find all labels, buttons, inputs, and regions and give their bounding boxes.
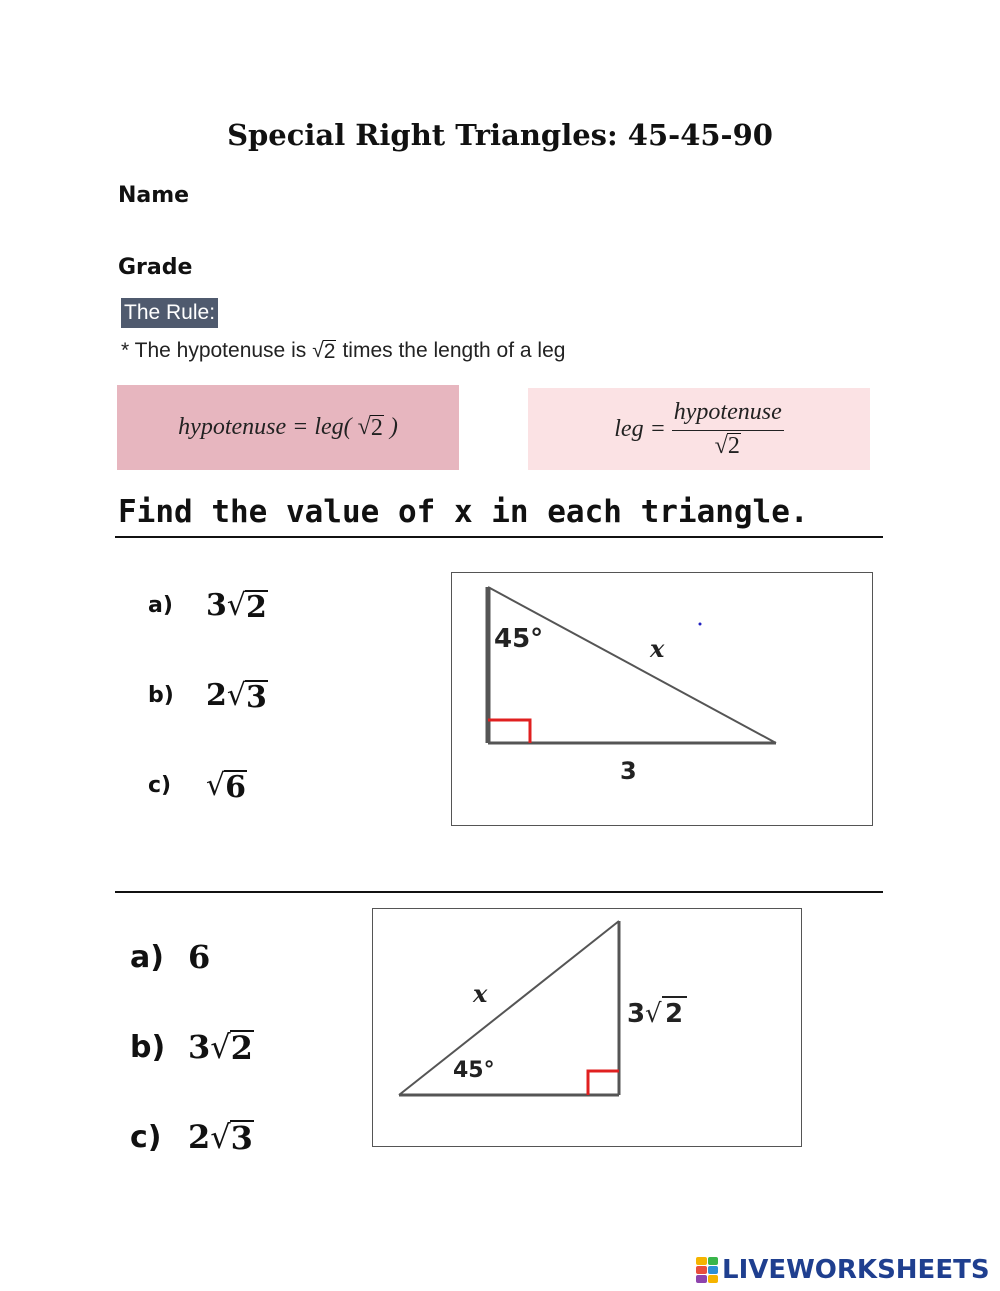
q2-option-c-letter: c): [130, 1119, 162, 1155]
q1-option-b[interactable]: [148, 678, 268, 713]
q1-option-c-letter: c): [148, 773, 172, 798]
page-title: Special Right Triangles: 45-45-90: [227, 118, 773, 152]
formula-leg-numerator: hypotenuse: [672, 399, 784, 431]
q1-leg-label: 3: [620, 757, 637, 785]
q2-right-angle-marker: [588, 1071, 619, 1095]
q1-triangle-svg: [452, 573, 872, 825]
rule-text: [121, 339, 565, 363]
q2-angle-label: 45°: [453, 1058, 495, 1083]
q2-triangle-diagram: [372, 908, 802, 1147]
q1-angle-label: 45°: [494, 624, 544, 654]
formula-leg-left: leg =: [614, 415, 666, 442]
divider-2: [115, 891, 883, 893]
q2-leg-coef: 3: [627, 999, 646, 1029]
instruction: Find the value of x in each triangle.: [118, 494, 809, 530]
q2-option-b-value: 3 √ 2: [188, 1028, 253, 1068]
rule-tag: The Rule:: [121, 298, 218, 328]
q2-option-b[interactable]: [130, 1028, 254, 1066]
formula-leg-denominator-radicand: 2: [727, 433, 740, 460]
formula-hypotenuse-radicand: 2: [370, 414, 383, 441]
q1-option-a-letter: a): [148, 593, 173, 618]
formula-hypotenuse-left: hypotenuse = leg(: [178, 414, 352, 440]
name-label: Name: [118, 183, 190, 208]
brand-text: LIVEWORKSHEETS: [722, 1255, 990, 1285]
rule-text-before: * The hypotenuse is: [121, 339, 307, 362]
q2-triangle-svg: [373, 909, 801, 1146]
formula-leg-denominator: √ 2: [714, 432, 740, 460]
q1-option-b-letter: b): [148, 683, 174, 708]
q2-option-c-value: 2 √ 3: [188, 1118, 253, 1158]
brand[interactable]: [696, 1255, 990, 1285]
formula-hypotenuse: [178, 414, 398, 441]
grade-label: Grade: [118, 255, 193, 280]
svg-text:√: √: [645, 999, 662, 1029]
q1-option-a[interactable]: [148, 588, 268, 623]
liveworksheets-logo-icon: [696, 1257, 718, 1283]
rule-text-after: times the length of a leg: [342, 339, 566, 362]
q2-option-a-value: 6: [188, 938, 211, 976]
divider-1: [115, 536, 883, 538]
formula-leg-fraction: [672, 399, 784, 460]
formula-hypotenuse-radical: √ 2: [357, 414, 383, 441]
q1-option-a-value: 3 √ 2: [206, 588, 267, 625]
formula-box-hypotenuse: [117, 385, 459, 470]
q1-right-angle-marker: [488, 720, 530, 743]
q2-hyp-label: x: [473, 979, 488, 1008]
q1-stray-dot: [699, 623, 702, 626]
q2-option-a-letter: a): [130, 939, 164, 975]
rule-radicand: 2: [323, 339, 336, 363]
q2-option-a[interactable]: [130, 938, 210, 976]
q2-leg-label: [627, 997, 687, 1029]
q2-option-b-letter: b): [130, 1029, 166, 1065]
formula-box-leg: [528, 388, 870, 470]
q1-option-c[interactable]: [148, 768, 247, 803]
q2-hypotenuse: [399, 921, 619, 1095]
q2-option-c[interactable]: [130, 1118, 254, 1156]
q1-hyp-label: x: [650, 634, 665, 663]
formula-hypotenuse-right: ): [389, 414, 398, 440]
q1-option-b-value: 2 √ 3: [206, 678, 267, 715]
rule-radical: √ 2: [312, 339, 336, 363]
q1-option-c-value: √ 6: [206, 768, 246, 805]
q2-leg-radicand: 2: [665, 999, 684, 1029]
formula-leg: [614, 399, 783, 460]
q1-triangle-diagram: [451, 572, 873, 826]
